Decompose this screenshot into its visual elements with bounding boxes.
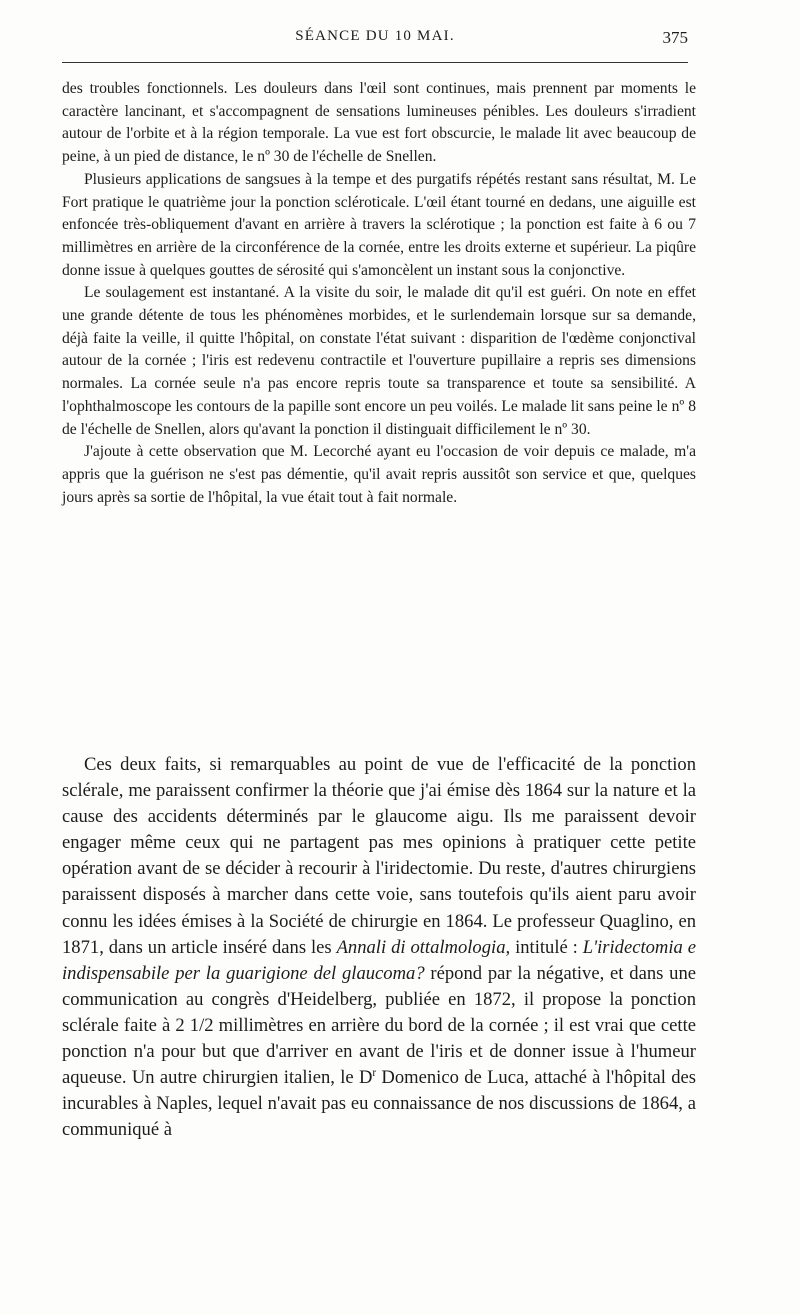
case-observation-text bbox=[62, 78, 696, 509]
main-text-segment: Domenico de Luca, attaché à l'hôpital des incurables à Naples, lequel n'avait pas eu connaissance de nos discussions de 1864, a communiqué à bbox=[62, 1067, 697, 1141]
page-number: 375 bbox=[662, 28, 688, 47]
main-text-segment: intitulé : bbox=[510, 936, 583, 958]
observation-paragraph: Plusieurs applications de sangsues à la tempe et des purgatifs répétés restant sans résultat, M. Le Fort pratique le quatrième jour la ponction scléroticale. L'œil étant tourné en dedans, une aiguille est enfoncée très-obliquement d'avant en arrière à travers la sclérotique ; la ponction est faite à 6 ou 7 millimètres en arrière de la circonférence de la cornée, entre les droits externe et supérieur. La piqûre donne issue à quelques gouttes de sérosité qui s'amoncèlent un instant sous la conjonctive. bbox=[62, 170, 696, 279]
header-rule bbox=[62, 62, 688, 63]
article-title: L'iridectomia e indispensabile per la guarigione del glaucoma? bbox=[62, 936, 696, 984]
journal-title: Annali di ottalmologia, bbox=[336, 936, 511, 958]
observation-paragraph: J'ajoute à cette observation que M. Lecorché ayant eu l'occasion de voir depuis ce malade, m'a appris que la guérison ne s'est pas démentie, qu'il avait repris aussitôt son service et que, quelques jours après sa sortie de l'hôpital, la vue était tout à fait normale. bbox=[62, 443, 696, 506]
doctor-superscript: r bbox=[372, 1066, 377, 1079]
running-head bbox=[62, 28, 688, 52]
main-text-segment: répond par la négative, et dans une communication au congrès d'Heidelberg, publiée en 1872, il propose la ponction sclérale faite à 2 1/2 millimètres en arrière du bord de la cornée ; il est vrai que cette ponction n'a pour but que d'arriver en avant de l'iris et de donner issue à l'humeur aqueuse. Un autre chirurgien italien, le D bbox=[62, 962, 696, 1089]
main-text bbox=[62, 752, 696, 1143]
running-title: SÉANCE DU 10 MAI. bbox=[295, 28, 455, 44]
observation-paragraph: des troubles fonctionnels. Les douleurs dans l'œil sont continues, mais prennent par moments le caractère lancinant, et s'accompagnent de sensations lumineuses pénibles. Les douleurs s'irradient autour de l'orbite et à la région temporale. La vue est fort obscurcie, le malade lit avec beaucoup de peine, à un pied de distance, le nº 30 de l'échelle de Snellen. bbox=[62, 80, 696, 166]
main-text-segment: Ces deux faits, si remarquables au point de vue de l'efficacité de la ponction sclérale, me paraissent confirmer la théorie que j'ai émise dès 1864 sur la nature et la cause des accidents déterminés par le glaucome aigu. Ils me paraissent devoir engager même ceux qui ne partagent pas mes opinions à pratiquer cette petite opération avant de se décider à recourir à l'iridectomie. Du reste, d'autres chirurgiens paraissent disposés à marcher dans cette voie, sans toutefois qu'ils aient paru avoir connu les idées émises à la Société de chirurgie en 1864. Le professeur Quaglino, en 1871, dans un article inséré dans les bbox=[62, 754, 696, 958]
main-paragraph bbox=[62, 752, 696, 1143]
observation-paragraph: Le soulagement est instantané. A la visite du soir, le malade dit qu'il est guéri. On note en effet une grande détente de tous les phénomènes morbides, et le surlendemain lorsque sur sa demande, déjà faite la veille, il quitte l'hôpital, on constate l'état suivant : disparition de l'œdème conjonctival autour de la cornée ; l'iris est redevenu contractile et l'ouverture pupillaire a repris ses dimensions normales. La cornée seule n'a pas encore repris toute sa transparence et toute sa sensibilité. A l'ophthalmoscope les contours de la papille sont encore un peu voilés. Le malade lit sans peine le nº 8 de l'échelle de Snellen, alors qu'avant la ponction il distinguait difficilement le nº 30. bbox=[62, 284, 696, 438]
